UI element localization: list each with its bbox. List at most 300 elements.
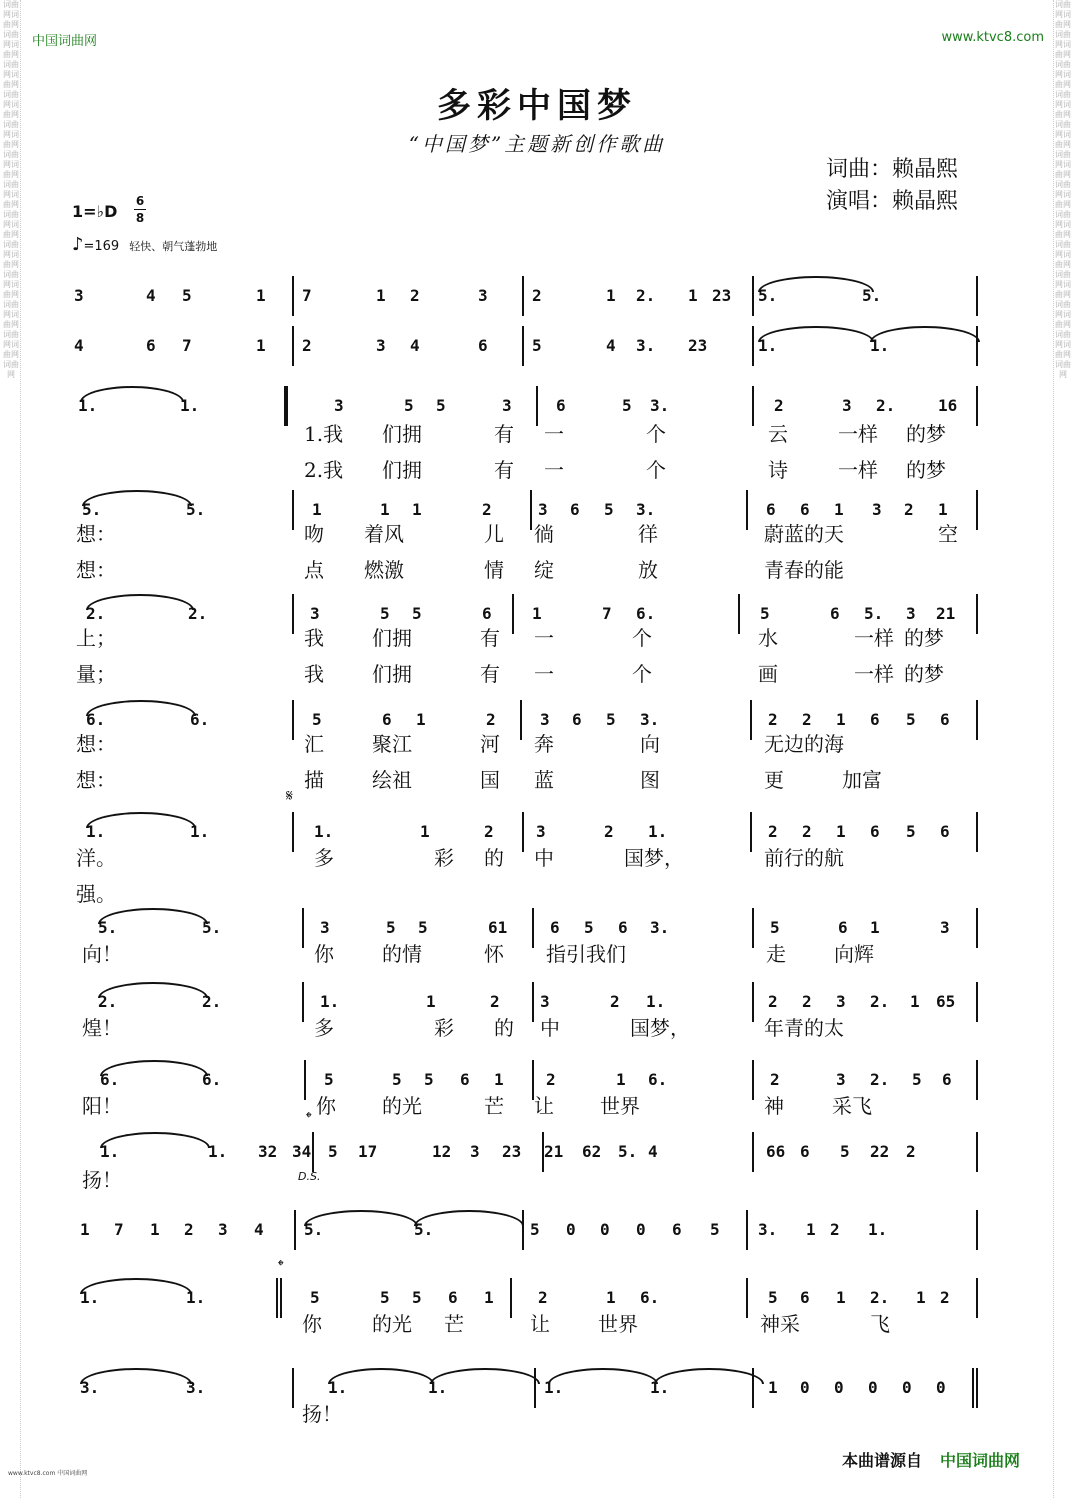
note: 2 [546,1070,556,1089]
lyric-line-16 [76,1398,976,1428]
lyric-word: 们拥 [372,626,412,650]
note: 6 [800,500,810,519]
lyric-word: 一 [534,662,554,686]
note: 3 [836,992,846,1011]
note: 1. [428,1378,448,1397]
note: 1 [312,500,322,519]
lyric-word: 世界 [600,1094,640,1118]
note: 2 [904,500,914,519]
note: 3. [636,500,656,519]
note: 5 [424,1070,434,1089]
lyric-word: 的梦 [904,662,944,686]
key-signature: 1=♭D [72,202,118,221]
note: 3. [758,1220,778,1239]
note: 4 [606,336,616,355]
lyric-word: 彩 [434,846,454,870]
note: 21 [936,604,956,623]
note: 3. [636,336,656,355]
lyric-word: 一 [544,422,564,446]
lyric-line-6 [76,658,976,688]
footer-tiny-text: www.ktvc8.com 中国词曲网 [8,1470,88,1477]
segno-icon: 𝄋 [286,786,293,805]
note: 6 [870,710,880,729]
lyric-word: 无边的海 [764,732,844,756]
barline [976,1278,978,1318]
note: 3 [74,286,84,305]
lyric-word: 阳！ [82,1094,122,1118]
note: 3. [80,1378,100,1397]
lyric-word: 中 [540,1016,560,1040]
note: 5. [864,604,884,623]
note: 1 [532,604,542,623]
lyric-word: 让 [534,1094,554,1118]
lyric-word: 着风 [364,522,404,546]
lyric-line-4 [76,554,976,584]
lyric-word: 走 [766,942,786,966]
note: 5 [840,1142,850,1161]
note: 2 [768,822,778,841]
note: 1 [494,1070,504,1089]
barline [976,1132,978,1172]
barline [746,1210,748,1250]
tie-slur [82,490,192,506]
tie-slur [758,326,874,342]
note: 2. [876,396,896,415]
barline [976,908,978,948]
note: 16 [938,396,958,415]
barline [976,1060,978,1100]
lyric-word: 中 [534,846,554,870]
barline [976,594,978,634]
note: 3 [872,500,882,519]
note: 2 [802,822,812,841]
note: 6 [942,1070,952,1089]
tempo-style: 轻快、朝气蓬勃地 [129,240,218,253]
lyric-word: 向辉 [834,942,874,966]
lyric-word: 有 [494,422,514,446]
lyric-word: 量； [76,662,116,686]
note: 5 [412,604,422,623]
lyric-word: 描 [304,768,324,792]
barline [752,276,754,316]
tie-slur [86,700,196,716]
staff-row-12 [70,1210,982,1254]
note: 0 [868,1378,878,1397]
note: 1. [758,336,778,355]
note: 5 [532,336,542,355]
lyric-word: 云 [768,422,788,446]
note: 6 [800,1288,810,1307]
lyric-word: 多 [314,1016,334,1040]
note: 1. [100,1142,120,1161]
note: 5 [606,710,616,729]
lyric-word: 扬！ [302,1402,342,1426]
tempo-marking [72,234,217,255]
note: 1 [80,1220,90,1239]
note: 5. [618,1142,638,1161]
note: 2 [486,710,496,729]
note: 1. [650,1378,670,1397]
lyric-word: 的梦 [906,458,946,482]
lyric-word: 洋。 [76,846,116,870]
note: 1. [868,1220,888,1239]
note: 2. [870,1070,890,1089]
note: 1 [806,1220,816,1239]
lyric-word: 徉 [638,522,658,546]
watermark-strip-left: 词曲网词曲网词曲网词曲网词曲网词曲网词曲网词曲网词曲网词曲网词曲网词曲网词曲网词曲网词曲网词曲网词曲网词曲网词曲网词曲网词曲网词曲网词曲网词曲网词曲网 [2,0,21,1498]
note: 4 [410,336,420,355]
note: 2 [538,1288,548,1307]
staff-row-1 [70,276,982,320]
barline [976,276,978,316]
note: 62 [582,1142,602,1161]
lyric-word: 让 [530,1312,550,1336]
note: 3 [320,918,330,937]
note: 1. [320,992,340,1011]
note: 5. [414,1220,434,1239]
note: 3. [650,918,670,937]
lyric-line-2 [76,454,976,484]
note: 6. [202,1070,222,1089]
note: 3 [940,918,950,937]
note: 12 [432,1142,452,1161]
site-name-left[interactable]: 中国词曲网 [32,34,98,49]
note: 23 [688,336,708,355]
time-bottom: 8 [135,211,145,225]
note: 5 [622,396,632,415]
barline [522,276,524,316]
note: 6 [766,500,776,519]
note: 1 [688,286,698,305]
note: 1 [834,500,844,519]
lyric-word: 想： [76,558,116,582]
lyric-line-7 [76,728,976,758]
lyric-word: 你 [314,942,334,966]
note: 1. [86,822,106,841]
note: 6 [570,500,580,519]
lyric-word: 的梦 [904,626,944,650]
note: 5 [770,918,780,937]
barline [976,326,978,366]
time-signature [134,194,146,225]
tie-slur [98,908,208,924]
note: 6. [190,710,210,729]
note: 7 [302,286,312,305]
note: 1. [180,396,200,415]
barline [976,386,978,426]
note: 2 [768,992,778,1011]
lyric-word: 扬！ [82,1168,122,1192]
lyric-word: 一样 [838,422,878,446]
lyric-word: 个 [646,458,666,482]
note: 6. [640,1288,660,1307]
note: 5 [310,1288,320,1307]
note: 6. [100,1070,120,1089]
note: 1 [616,1070,626,1089]
note: 0 [600,1220,610,1239]
lyric-word: 强。 [76,882,116,906]
lyric-word: 飞 [870,1312,890,1336]
tie-slur [304,1210,418,1226]
lyric-word: 汇 [304,732,324,756]
lyric-word: 儿 [484,522,504,546]
barline [522,1210,524,1250]
note: 5 [392,1070,402,1089]
note: 2 [940,1288,950,1307]
barline [522,326,524,366]
note: 2. [188,604,208,623]
note: 3 [470,1142,480,1161]
note: 6 [382,710,392,729]
note: 5. [82,500,102,519]
note: 5 [584,918,594,937]
barline [292,276,294,316]
note: 6 [618,918,628,937]
tie-slur [100,1132,210,1148]
note: 1. [314,822,334,841]
note: 5. [202,918,222,937]
lyric-line-10 [76,878,976,908]
note: 6 [838,918,848,937]
note: 5 [604,500,614,519]
lyric-word: 一样 [854,626,894,650]
note: 2. [202,992,222,1011]
lyric-word: 青春的能 [764,558,844,582]
note: 1 [412,500,422,519]
lyric-word: 的情 [382,942,422,966]
note: 6 [478,336,488,355]
note: 5 [324,1070,334,1089]
credit-singer: 演唱：赖晶熙 [826,189,959,214]
lyric-word: 们拥 [372,662,412,686]
note: 1 [380,500,390,519]
lyric-word: 的光 [372,1312,412,1336]
note: 4 [254,1220,264,1239]
note: 3 [310,604,320,623]
note: 3 [502,396,512,415]
tie-slur [414,1210,524,1226]
lyric-line-14 [76,1164,976,1194]
lyric-word: 徜 [534,522,554,546]
lyric-word: 上； [76,626,116,650]
note: 3 [906,604,916,623]
note: 1 [416,710,426,729]
note: 1 [938,500,948,519]
note: 2 [484,822,494,841]
note: 21 [544,1142,564,1161]
note: 5. [304,1220,324,1239]
note: 0 [902,1378,912,1397]
lyric-word: 河 [480,732,500,756]
lyric-word: 我 [304,626,324,650]
note: 1 [836,822,846,841]
note: 6. [636,604,656,623]
note: 5. [862,286,882,305]
lyric-word: 煌！ [82,1016,122,1040]
staff-row-2 [70,326,982,370]
note: 4 [146,286,156,305]
note: 2 [770,1070,780,1089]
note: 1 [910,992,920,1011]
note: 1 [916,1288,926,1307]
note: 3 [334,396,344,415]
eighth-note-icon: ♪ [72,234,84,255]
lyric-word: 一 [544,458,564,482]
note: 6. [86,710,106,729]
note: 5 [404,396,414,415]
note: 1 [420,822,430,841]
tie-slur [80,1278,192,1294]
note: 1 [768,1378,778,1397]
lyric-word: 放 [638,558,658,582]
lyric-word: 吻 [304,522,324,546]
lyric-word: 空 [938,522,958,546]
note: 2. [86,604,106,623]
note: 3 [478,286,488,305]
barline [976,490,978,530]
note: 61 [488,918,508,937]
note: 5 [906,710,916,729]
note: 2 [774,396,784,415]
site-url-right[interactable]: www.ktvc8.com [941,30,1044,45]
note: 2 [802,992,812,1011]
lyric-word: 世界 [598,1312,638,1336]
note: 23 [502,1142,522,1161]
barline [976,1368,978,1408]
note: 1. [646,992,666,1011]
note: 7 [602,604,612,623]
lyric-word: 个 [632,626,652,650]
lyric-word: 你 [302,1312,322,1336]
lyric-word: 有 [494,458,514,482]
lyric-word: 一 [534,626,554,650]
note: 2 [610,992,620,1011]
lyric-word: 绘祖 [372,768,412,792]
note: 3 [540,710,550,729]
note: 5 [760,604,770,623]
song-subtitle: “中国梦”主题新创作歌曲 [408,132,666,156]
song-title: 多彩中国梦 [437,86,637,126]
note: 3 [836,1070,846,1089]
note: 6 [572,710,582,729]
lyric-word: 的梦 [906,422,946,446]
note: 2. [636,286,656,305]
note: 1. [648,822,668,841]
coda-icon: 𝄌 [306,1108,312,1127]
note: 1 [606,1288,616,1307]
note: 5 [412,1288,422,1307]
note: 1. [186,1288,206,1307]
note: 1 [836,710,846,729]
note: 6 [800,1142,810,1161]
note: 6 [146,336,156,355]
lyric-word: 国梦， [624,846,684,870]
note: 0 [834,1378,844,1397]
lyric-line-5 [76,622,976,652]
tie-slur [758,276,874,292]
note: 3. [640,710,660,729]
note: 1 [150,1220,160,1239]
note: 2 [802,710,812,729]
note: 1 [376,286,386,305]
note: 4 [74,336,84,355]
lyric-word: 的光 [382,1094,422,1118]
note: 1 [484,1288,494,1307]
lyric-word: 芒 [484,1094,504,1118]
note: 5. [186,500,206,519]
lyric-word: 个 [632,662,652,686]
lyric-word: 加富 [842,768,882,792]
barline [294,1210,296,1250]
note: 2 [482,500,492,519]
lyric-word: 你 [316,1094,336,1118]
lyric-word: 蔚蓝的天 [764,522,844,546]
lyric-word: 们拥 [382,458,422,482]
note: 3. [650,396,670,415]
lyric-word: 2.我 [304,458,344,482]
note: 5 [380,1288,390,1307]
note: 22 [870,1142,890,1161]
note: 1 [256,336,266,355]
tie-slur [80,386,184,402]
lyric-word: 我 [304,662,324,686]
tie-slur [328,1368,434,1384]
lyric-word: 国 [480,768,500,792]
note: 5 [380,604,390,623]
lyric-line-12 [76,1012,976,1042]
barline [976,700,978,740]
lyric-word: 聚江 [372,732,412,756]
note: 2 [830,1220,840,1239]
lyric-word: 指引我们 [546,942,626,966]
note: 1 [870,918,880,937]
note: 1. [870,336,890,355]
credit-lyrics-music: 词曲：赖晶熙 [826,157,959,182]
note: 3. [186,1378,206,1397]
lyric-word: 一样 [838,458,878,482]
footer-source-site[interactable]: 中国词曲网 [940,1451,1021,1470]
note: 32 [258,1142,278,1161]
note: 5 [436,396,446,415]
lyric-line-1 [76,418,976,448]
lyric-word: 点 [304,558,324,582]
note: 4 [648,1142,658,1161]
lyric-word: 有 [480,662,500,686]
note: 5 [530,1220,540,1239]
lyric-word: 奔 [534,732,554,756]
lyric-word: 有 [480,626,500,650]
note: 6 [460,1070,470,1089]
note: 2 [604,822,614,841]
coda-icon-2: 𝄌 [278,1256,284,1275]
note: 2 [532,286,542,305]
note: 1. [208,1142,228,1161]
lyric-line-15 [76,1308,976,1338]
lyric-word: 神 [764,1094,784,1118]
lyric-word: 水 [758,626,778,650]
note: 5 [912,1070,922,1089]
note: 65 [936,992,956,1011]
barline [752,326,754,366]
note: 2 [184,1220,194,1239]
note: 6. [648,1070,668,1089]
note: 3 [536,822,546,841]
note: 1 [256,286,266,305]
note: 1 [426,992,436,1011]
note: 3 [376,336,386,355]
lyric-word: 诗 [768,458,788,482]
note: 1. [80,1288,100,1307]
